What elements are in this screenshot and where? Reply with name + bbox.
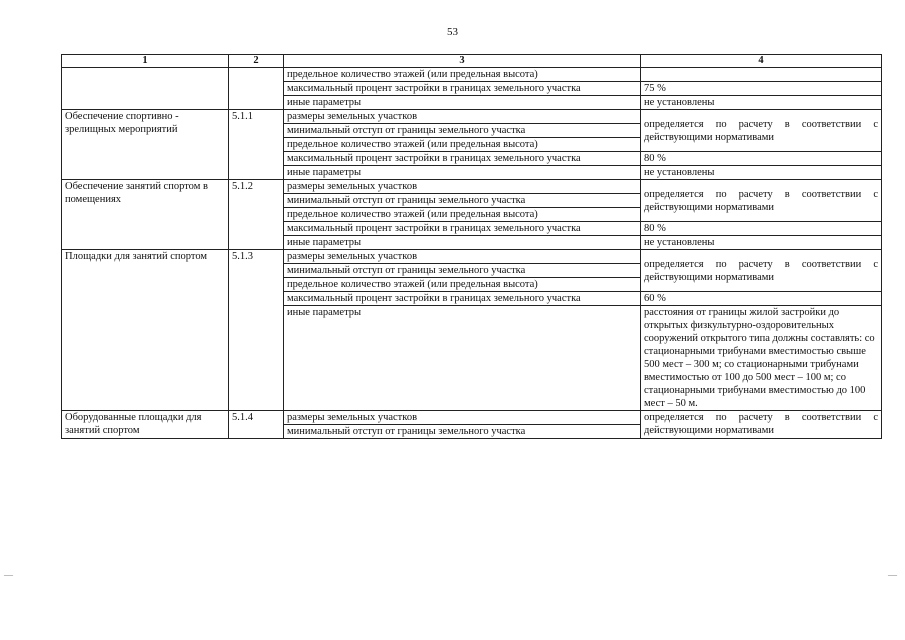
- left-edge-mark: —: [4, 570, 13, 580]
- param-cell: максимальный процент застройки в границах земельного участка: [284, 292, 641, 306]
- param-cell: минимальный отступ от границы земельного участка: [284, 264, 641, 278]
- param-cell: размеры земельных участков: [284, 411, 641, 425]
- use-name-cell: [62, 68, 229, 110]
- value-cell: определяется по расчету в соответствии с действующими нормативами: [641, 250, 882, 292]
- param-cell: предельное количество этажей (или предельная высота): [284, 278, 641, 292]
- param-cell: иные параметры: [284, 306, 641, 411]
- param-cell: иные параметры: [284, 166, 641, 180]
- value-cell: определяется по расчету в соответствии с действующими нормативами: [641, 110, 882, 152]
- param-cell: размеры земельных участков: [284, 180, 641, 194]
- param-cell: максимальный процент застройки в границах земельного участка: [284, 222, 641, 236]
- column-header-3: 3: [284, 55, 641, 68]
- table-row: [62, 180, 882, 194]
- param-cell: минимальный отступ от границы земельного участка: [284, 425, 641, 439]
- value-cell: расстояния от границы жилой застройки до открытых физкультурно-оздоровительных сооружений открытого типа должны составлять: со стационарными трибунами вместимостью свыше 500 мест – 300 м; со стационарными трибунами вместимостью от 100 до 500 мест – 100 м; со стационарными трибунами вместимостью до 100 мест – 50 м.: [641, 306, 882, 411]
- param-cell: максимальный процент застройки в границах земельного участка: [284, 82, 641, 96]
- use-name-cell: Обеспечение спортивно - зрелищных мероприятий: [62, 110, 229, 180]
- value-cell: 60 %: [641, 292, 882, 306]
- value-cell: не установлены: [641, 166, 882, 180]
- param-cell: предельное количество этажей (или предельная высота): [284, 138, 641, 152]
- param-cell: минимальный отступ от границы земельного участка: [284, 124, 641, 138]
- value-cell: не установлены: [641, 236, 882, 250]
- use-name-cell: Обеспечение занятий спортом в помещениях: [62, 180, 229, 250]
- use-code-cell: 5.1.1: [229, 110, 284, 180]
- param-cell: предельное количество этажей (или предельная высота): [284, 68, 641, 82]
- use-code-cell: 5.1.3: [229, 250, 284, 411]
- table-row: [62, 411, 882, 425]
- param-cell: иные параметры: [284, 96, 641, 110]
- use-code-cell: 5.1.2: [229, 180, 284, 250]
- page-number: 53: [447, 26, 458, 38]
- column-header-4: 4: [641, 55, 882, 68]
- use-code-cell: [229, 68, 284, 110]
- param-cell: минимальный отступ от границы земельного участка: [284, 194, 641, 208]
- table-row: [62, 68, 882, 82]
- column-header-2: 2: [229, 55, 284, 68]
- value-cell: 75 %: [641, 82, 882, 96]
- column-header-1: 1: [62, 55, 229, 68]
- use-name-cell: Площадки для занятий спортом: [62, 250, 229, 411]
- table-header-row: [62, 55, 882, 68]
- value-cell: не установлены: [641, 96, 882, 110]
- param-cell: предельное количество этажей (или предельная высота): [284, 208, 641, 222]
- param-cell: размеры земельных участков: [284, 110, 641, 124]
- value-cell: [641, 68, 882, 82]
- regulations-table: [61, 54, 882, 439]
- param-cell: максимальный процент застройки в границах земельного участка: [284, 152, 641, 166]
- right-edge-mark: —: [888, 570, 897, 580]
- table-row: [62, 250, 882, 264]
- table-row: [62, 110, 882, 124]
- value-cell: 80 %: [641, 222, 882, 236]
- use-name-cell: Оборудованные площадки для занятий спортом: [62, 411, 229, 439]
- use-code-cell: 5.1.4: [229, 411, 284, 439]
- value-cell: определяется по расчету в соответствии с действующими нормативами: [641, 180, 882, 222]
- value-cell: 80 %: [641, 152, 882, 166]
- value-cell: определяется по расчету в соответствии с действующими нормативами: [641, 411, 882, 439]
- param-cell: иные параметры: [284, 236, 641, 250]
- param-cell: размеры земельных участков: [284, 250, 641, 264]
